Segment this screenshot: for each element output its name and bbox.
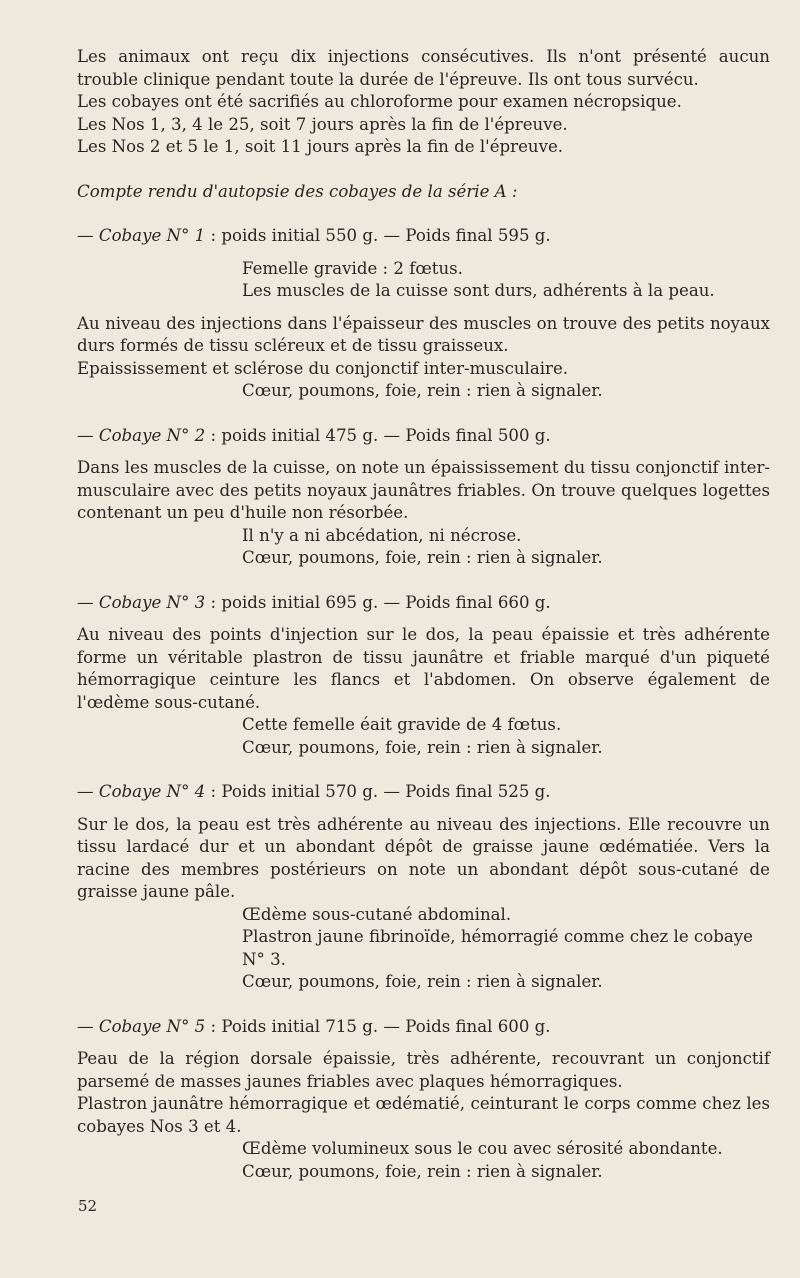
cobaye-list (77, 203, 770, 1183)
cobaye-weights: : Poids initial 715 g. — Poids final 600 g. (210, 1016, 551, 1036)
cobaye-label: Cobaye N° 1 (98, 226, 206, 245)
cobaye-observation: Au niveau des points d'injection sur le dos, la peau épaissie et très adhérente forme un véritable plastron de tissu jaunâtre et friable marqué d'un piqueté hémorragique ceinture les flancs et l'abdomen. On observe également de l'œdème sous-cutané. (77, 625, 770, 712)
cobaye-heading: — Cobaye N° 2 : poids initial 475 g. — Poids final 500 g. (77, 425, 551, 445)
indented-note: Cette femelle éait gravide de 4 fœtus. (242, 715, 562, 734)
section-title: Compte rendu d'autopsie des cobayes de la série A : (77, 181, 518, 201)
indented-note: Les muscles de la cuisse sont durs, adhérents à la peau. (242, 281, 715, 300)
cobaye-observation: Epaississement et sclérose du conjonctif inter-musculaire. (77, 358, 569, 378)
cobaye-weights: : poids initial 475 g. — Poids final 500 g. (210, 425, 551, 445)
cobaye-observation: Sur le dos, la peau est très adhérente au niveau des injections. Elle recouvre un tissu lardacé dur et un abondant dépôt de graisse jaune œdématiée. Vers la racine des membres postérieurs on note un abondant dépôt sous-cutané de graisse jaune pâle. (77, 814, 770, 901)
paragraph-dates-2: Les Nos 2 et 5 le 1, soit 11 jours après la fin de l'épreuve. (77, 137, 564, 156)
cobaye-observation: Plastron jaunâtre hémorragique et œdématié, ceinturant le corps comme chez les cobayes Nos 3 et 4. (77, 1094, 770, 1136)
cobaye-weights: : poids initial 550 g. — Poids final 595 g. (210, 226, 551, 245)
paragraph-dates-1: Les Nos 1, 3, 4 le 25, soit 7 jours après la fin de l'épreuve. (77, 114, 568, 134)
cobaye-observation: Peau de la région dorsale épaissie, très adhérente, recouvrant un conjonctif parsemé de masses jaunes friables avec plaques hémorragiques. (77, 1049, 770, 1091)
cobaye-label: Cobaye N° 4 (98, 782, 206, 801)
cobaye-heading: — Cobaye N° 5 : Poids initial 715 g. — Poids final 600 g. (77, 1016, 551, 1036)
cobaye-heading: — Cobaye N° 1 : poids initial 550 g. — Poids final 595 g. (77, 226, 551, 245)
indented-note: Cœur, poumons, foie, rein : rien à signaler. (242, 737, 603, 757)
cobaye-weights: : poids initial 695 g. — Poids final 660 g. (210, 592, 551, 612)
indented-note: Il n'y a ni abcédation, ni nécrose. (242, 525, 522, 545)
cobaye-heading: — Cobaye N° 4 : Poids initial 570 g. — Poids final 525 g. (77, 782, 551, 801)
indented-note: Œdème sous-cutané abdominal. (242, 904, 512, 924)
indented-note: Cœur, poumons, foie, rein : rien à signaler. (242, 1161, 603, 1181)
cobaye-observation: Au niveau des injections dans l'épaisseur des muscles on trouve des petits noyaux durs formés de tissu scléreux et de tissu graisseux. (77, 313, 770, 355)
cobaye-heading: — Cobaye N° 3 : poids initial 695 g. — Poids final 660 g. (77, 592, 551, 612)
indented-note: Femelle gravide : 2 fœtus. (242, 258, 463, 278)
indented-note: Plastron jaune fibrinoïde, hémorragié comme chez le cobaye N° 3. (242, 927, 753, 969)
indented-note: Cœur, poumons, foie, rein : rien à signaler. (242, 381, 603, 400)
indented-note: Cœur, poumons, foie, rein : rien à signaler. (242, 972, 603, 991)
paragraph-sacrifice: Les cobayes ont été sacrifiés au chloroforme pour examen nécropsique. (77, 92, 682, 111)
paragraph-injections: Les animaux ont reçu dix injections consécutives. Ils n'ont présenté aucun trouble clinique pendant toute la durée de l'épreuve. Ils ont tous survécu. (77, 47, 770, 89)
cobaye-label: Cobaye N° 3 (98, 592, 206, 612)
cobaye-label: Cobaye N° 5 (98, 1016, 206, 1036)
page-number: 52 (78, 1197, 98, 1215)
indented-note: Cœur, poumons, foie, rein : rien à signaler. (242, 548, 603, 567)
cobaye-weights: : Poids initial 570 g. — Poids final 525 g. (210, 782, 551, 801)
cobaye-observation: Dans les muscles de la cuisse, on note un épaississement du tissu conjonctif inter-musculaire avec des petits noyaux jaunâtres friables. On trouve quelques logettes contenant un peu d'huile non résorbée. (77, 458, 770, 522)
cobaye-label: Cobaye N° 2 (98, 425, 206, 445)
indented-note: Œdème volumineux sous le cou avec sérosité abondante. (242, 1139, 723, 1158)
